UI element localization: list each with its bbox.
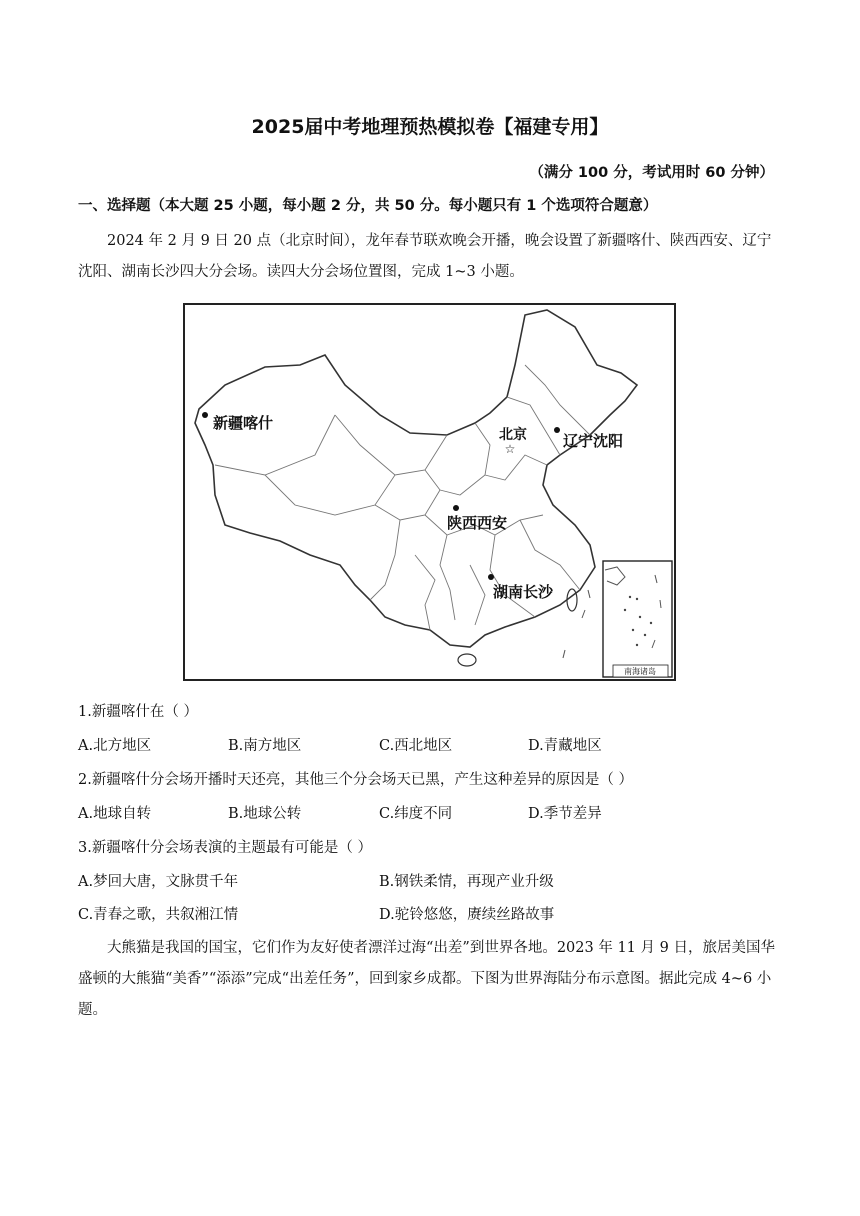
kashgar-label: 新疆喀什 bbox=[213, 414, 274, 432]
intro-paragraph-1: 2024 年 2 月 9 日 20 点（北京时间），龙年春节联欢晚会开播，晚会设置了新疆喀什、陕西西安、辽宁沈阳、湖南长沙四大分会场。读四大分会场位置图，完成 1~3 小题。 bbox=[78, 233, 772, 280]
changsha-label: 湖南长沙 bbox=[493, 583, 554, 601]
xian-label: 陕西西安 bbox=[447, 514, 508, 532]
exam-info: （满分 100 分，考试用时 60 分钟） bbox=[529, 165, 774, 181]
q1-option-c[interactable]: C.西北地区 bbox=[379, 738, 453, 754]
inset-label: 南海诸岛 bbox=[624, 667, 656, 676]
xian-dot bbox=[453, 505, 459, 511]
beijing-star-icon: ☆ bbox=[504, 442, 516, 456]
shenyang-dot bbox=[554, 427, 560, 433]
q3-option-d[interactable]: D.驼铃悠悠，赓续丝路故事 bbox=[379, 907, 555, 923]
q3-option-c[interactable]: C.青春之歌，共叙湘江情 bbox=[78, 907, 239, 923]
beijing-label: 北京 bbox=[499, 427, 527, 443]
question-1-stem: 1.新疆喀什在（ ） bbox=[78, 704, 198, 720]
page-title: 2025届中考地理预热模拟卷【福建专用】 bbox=[251, 116, 609, 138]
changsha-dot bbox=[488, 574, 494, 580]
intro-paragraph-2: 大熊猫是我国的国宝，它们作为友好使者漂洋过海“出差”到世界各地。2023 年 11 月 9 日，旅居美国华盛顿的大熊猫“美香”“添添”完成“出差任务”，回到家乡成都。下图为世界海陆分布示意图。据此完成 4~6 小题。 bbox=[78, 940, 775, 1018]
q2-option-d[interactable]: D.季节差异 bbox=[528, 806, 602, 822]
q1-option-a[interactable]: A.北方地区 bbox=[78, 738, 152, 754]
china-map-drawing bbox=[185, 305, 674, 679]
section-heading: 一、选择题（本大题 25 小题，每小题 2 分，共 50 分。每小题只有 1 个选项符合题意） bbox=[78, 198, 658, 214]
kashgar-dot bbox=[202, 412, 208, 418]
q1-option-b[interactable]: B.南方地区 bbox=[228, 738, 302, 754]
hainan-island bbox=[458, 654, 476, 666]
q2-option-a[interactable]: A.地球自转 bbox=[78, 806, 152, 822]
q3-option-b[interactable]: B.钢铁柔情，再现产业升级 bbox=[379, 874, 554, 890]
q1-option-d[interactable]: D.青藏地区 bbox=[528, 738, 602, 754]
taiwan-island bbox=[567, 589, 577, 611]
south-china-sea-inset bbox=[603, 561, 672, 677]
question-3-stem: 3.新疆喀什分会场表演的主题最有可能是（ ） bbox=[78, 840, 372, 856]
question-2-stem: 2.新疆喀什分会场开播时天还亮，其他三个分会场天已黑，产生这种差异的原因是（ ） bbox=[78, 772, 633, 788]
shenyang-label: 辽宁沈阳 bbox=[563, 432, 624, 450]
q2-option-c[interactable]: C.纬度不同 bbox=[379, 806, 453, 822]
q2-option-b[interactable]: B.地球公转 bbox=[228, 806, 302, 822]
china-outline bbox=[195, 310, 637, 647]
q3-option-a[interactable]: A.梦回大唐，文脉贯千年 bbox=[78, 874, 239, 890]
china-map bbox=[183, 303, 676, 681]
